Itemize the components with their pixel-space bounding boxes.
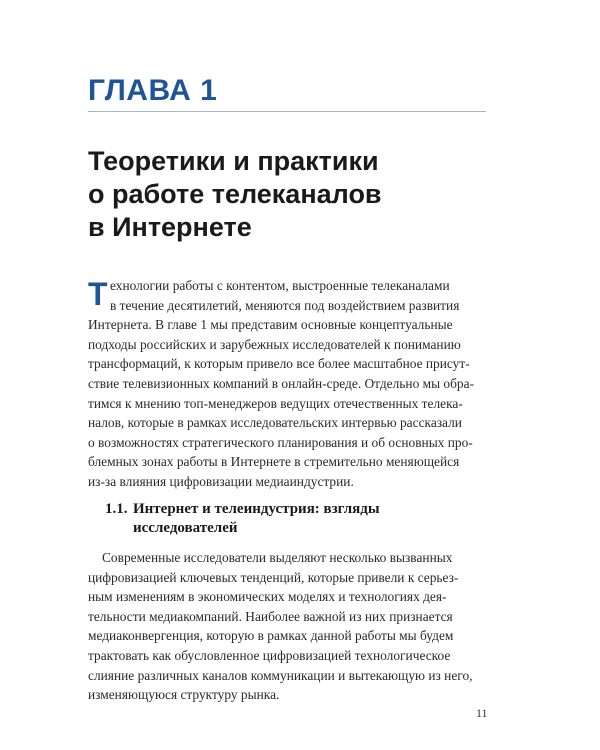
body-paragraph [88, 548, 488, 705]
title-line: Теоретики и практики [88, 146, 379, 176]
text-line: трактовать как обусловленное цифровизацией технологическое [88, 647, 451, 663]
text-line: трансформаций, к которым привело все более масштабное присут- [88, 356, 470, 372]
text-line: Интернета. В главе 1 мы представим основные концептуальные [88, 317, 453, 333]
text-line: ным изменениям в экономических моделях и технологиях дея- [88, 589, 447, 605]
chapter-divider [88, 111, 486, 112]
chapter-title [88, 145, 382, 244]
section-number: 1.1. [105, 501, 128, 517]
text-line: слияние различных каналов коммуникации и вытекающую из него, [88, 667, 473, 683]
text-line: ствие телевизионных компаний в онлайн-среде. Отдельно мы обра- [88, 375, 475, 391]
text-line: медиаконвергенция, которую в рамках данной работы мы будем [88, 628, 454, 644]
text-line: ехнологии работы с контентом, выстроенные телеканалами [110, 278, 450, 293]
text-line: подходы российских и зарубежных исследователей к пониманию [88, 336, 461, 352]
text-line: налов, которые в рамках исследовательских интервью рассказали [88, 415, 462, 431]
text-line: из-за влияния цифровизации медиаиндустрии. [88, 473, 354, 489]
text-line: тимся к мнению топ-менеджеров ведущих отечественных телека- [88, 395, 463, 411]
chapter-label: ГЛАВА 1 [88, 74, 218, 107]
text-line: о возможностях стратегического планирования и об основных про- [88, 434, 473, 450]
text-line: изменяющуюся структуру рынка. [88, 687, 280, 703]
text-line: Современные исследователи выделяют несколько вызванных [102, 550, 453, 565]
title-line: о работе телеканалов [88, 179, 382, 209]
section-title-line: Интернет и телеиндустрия: взгляды [133, 501, 380, 517]
intro-paragraph [88, 276, 488, 492]
text-line: цифровизацией ключевых тенденций, которые привели к серьез- [88, 569, 459, 585]
section-title-line: исследователей [133, 520, 238, 536]
section-heading [105, 500, 380, 538]
title-line: в Интернете [88, 212, 252, 242]
text-line: в течение десятилетий, меняются под воздействием развития [110, 297, 460, 313]
drop-cap: Т [88, 276, 108, 312]
text-line: тельности медиакомпаний. Наиболее важной из них признается [88, 608, 453, 624]
page-number: 11 [476, 706, 488, 720]
text-line: блемных зонах работы в Интернете в стремительно меняющейся [88, 454, 460, 470]
